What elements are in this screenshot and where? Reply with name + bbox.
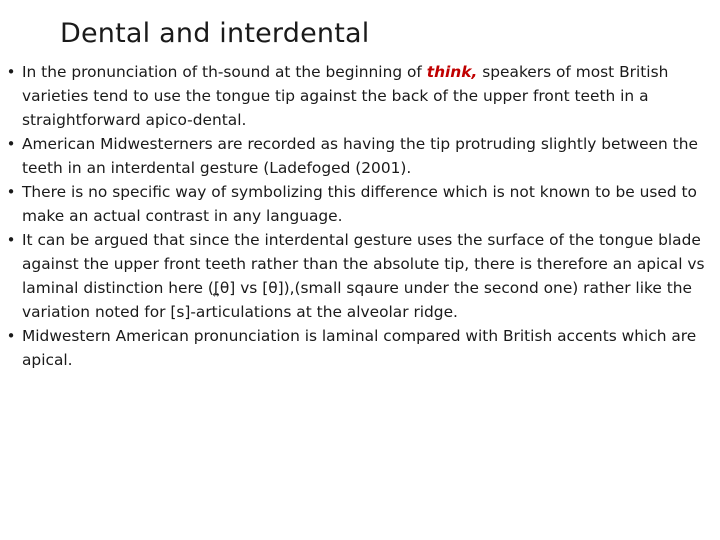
bullet-item-midwesterners [4, 132, 716, 180]
bullet-marker: • [6, 63, 16, 81]
bullet-text: Midwestern American pronunciation is laminal compared with British accents which are apical. [22, 327, 697, 369]
bullet-item-midwestern-laminal [4, 324, 716, 372]
bullet-marker: • [6, 231, 16, 249]
bullet-item-no-symbol [4, 180, 716, 228]
bullet-text: There is no specific way of symbolizing this difference which is not known to be used to make an actual contrast in any language. [22, 183, 697, 225]
emphasized-word: think, [426, 63, 478, 81]
bullet-text-after: speakers of most British varieties tend to use the tongue tip against the back of the upper front teeth in a straightforward apico-dental. [22, 63, 669, 129]
bullet-item-apical-laminal [4, 228, 716, 324]
bullet-item-think [4, 60, 716, 132]
slide-title: Dental and interdental [60, 18, 370, 49]
bullet-text-before: In the pronunciation of th-sound at the beginning of [22, 63, 427, 81]
bullet-text: American Midwesterners are recorded as having the tip protruding slightly between the teeth in an interdental gesture (Ladefoged (2001). [22, 135, 698, 177]
bullet-text: It can be argued that since the interdental gesture uses the surface of the tongue blade against the upper front teeth rather than the absolute tip, there is therefore an apical vs laminal distinction here ([͍θ] vs [θ]),(small sqaure under the second one) rather like the variation noted for [s]-articulations at the alveolar ridge. [22, 231, 705, 321]
bullet-list [4, 60, 716, 372]
bullet-marker: • [6, 327, 16, 345]
bullet-marker: • [6, 135, 16, 153]
bullet-marker: • [6, 183, 16, 201]
